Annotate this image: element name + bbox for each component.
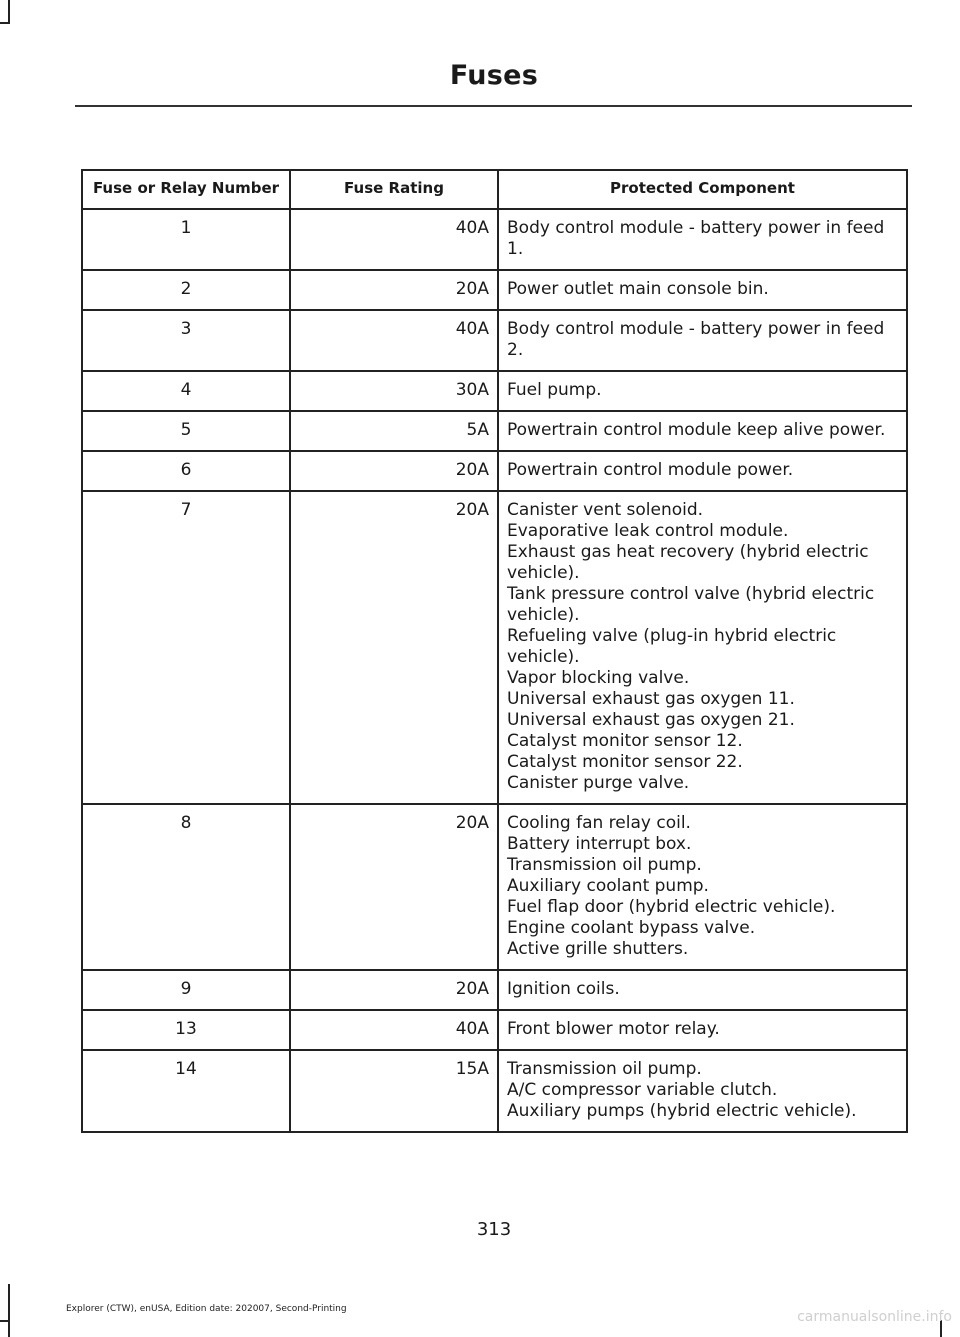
fuse-rating-cell: 40A (290, 209, 498, 270)
component-line: Fuel pump. (507, 380, 602, 400)
component-line: Body control module - battery power in feed 1. (507, 218, 885, 259)
fuse-rating-cell: 5A (290, 411, 498, 451)
fuse-rating-cell: 20A (290, 804, 498, 970)
protected-component-cell (498, 1050, 907, 1132)
table-row (82, 491, 907, 804)
component-line: Auxiliary pumps (hybrid electric vehicle). (507, 1101, 857, 1121)
fuse-number-cell: 3 (82, 310, 290, 371)
header-protected-component: Protected Component (498, 170, 907, 209)
component-line: Front blower motor relay. (507, 1019, 720, 1039)
component-line: Transmission oil pump. (507, 855, 702, 875)
table-row (82, 411, 907, 451)
title-divider (75, 105, 912, 107)
fuse-table-body (82, 209, 907, 1132)
fuse-rating-cell: 20A (290, 491, 498, 804)
component-line: Battery interrupt box. (507, 834, 692, 854)
component-line: A/C compressor variable clutch. (507, 1080, 778, 1100)
site-watermark: carmanualsonline.info (797, 1309, 952, 1325)
table-row (82, 451, 907, 491)
fuse-number-cell: 1 (82, 209, 290, 270)
fuse-number-cell: 5 (82, 411, 290, 451)
crop-mark-bottom-left-vertical (8, 1284, 10, 1337)
table-row (82, 1050, 907, 1132)
protected-component-cell (498, 270, 907, 310)
component-line: Ignition coils. (507, 979, 620, 999)
protected-component-cell (498, 310, 907, 371)
component-line: Canister purge valve. (507, 773, 690, 793)
component-line: Universal exhaust gas oxygen 21. (507, 710, 795, 730)
protected-component-cell (498, 411, 907, 451)
component-line: Fuel flap door (hybrid electric vehicle). (507, 897, 836, 917)
fuse-rating-cell: 20A (290, 270, 498, 310)
fuse-rating-cell: 30A (290, 371, 498, 411)
fuse-rating-cell: 20A (290, 970, 498, 1010)
fuse-table (81, 169, 908, 1133)
fuse-rating-cell: 20A (290, 451, 498, 491)
component-line: Transmission oil pump. (507, 1059, 702, 1079)
protected-component-cell (498, 209, 907, 270)
component-line: Active grille shutters. (507, 939, 689, 959)
protected-component-cell (498, 491, 907, 804)
component-line: Universal exhaust gas oxygen 11. (507, 689, 795, 709)
header-fuse-number: Fuse or Relay Number (82, 170, 290, 209)
protected-component-cell (498, 970, 907, 1010)
fuse-number-cell: 7 (82, 491, 290, 804)
page-title: Fuses (449, 60, 539, 91)
component-line: Auxiliary coolant pump. (507, 876, 709, 896)
component-line: Catalyst monitor sensor 22. (507, 752, 743, 772)
table-row (82, 310, 907, 371)
fuse-number-cell: 9 (82, 970, 290, 1010)
component-line: Body control module - battery power in feed 2. (507, 319, 885, 360)
page-number: 313 (476, 1219, 512, 1240)
component-line: Powertrain control module power. (507, 460, 794, 480)
fuse-number-cell: 14 (82, 1050, 290, 1132)
table-header-row (82, 170, 907, 209)
component-line: Catalyst monitor sensor 12. (507, 731, 743, 751)
table-row (82, 970, 907, 1010)
component-line: Vapor blocking valve. (507, 668, 690, 688)
fuse-number-cell: 8 (82, 804, 290, 970)
table-row (82, 371, 907, 411)
fuse-number-cell: 6 (82, 451, 290, 491)
fuse-number-cell: 4 (82, 371, 290, 411)
table-row (82, 804, 907, 970)
fuse-number-cell: 2 (82, 270, 290, 310)
header-fuse-rating: Fuse Rating (290, 170, 498, 209)
crop-mark-bottom-left-horizontal (0, 1320, 10, 1322)
edition-footer: Explorer (CTW), enUSA, Edition date: 202007, Second-Printing (66, 1304, 347, 1314)
fuse-rating-cell: 15A (290, 1050, 498, 1132)
component-line: Tank pressure control valve (hybrid electric vehicle). (507, 584, 875, 625)
table-row (82, 270, 907, 310)
component-line: Power outlet main console bin. (507, 279, 769, 299)
protected-component-cell (498, 451, 907, 491)
fuse-rating-cell: 40A (290, 310, 498, 371)
component-line: Engine coolant bypass valve. (507, 918, 756, 938)
protected-component-cell (498, 371, 907, 411)
protected-component-cell (498, 1010, 907, 1050)
crop-mark-top-left-vertical (8, 0, 10, 22)
protected-component-cell (498, 804, 907, 970)
component-line: Powertrain control module keep alive power. (507, 420, 886, 440)
component-line: Cooling fan relay coil. (507, 813, 691, 833)
component-line: Refueling valve (plug-in hybrid electric vehicle). (507, 626, 837, 667)
table-row (82, 209, 907, 270)
component-line: Canister vent solenoid. (507, 500, 704, 520)
fuse-rating-cell: 40A (290, 1010, 498, 1050)
component-line: Evaporative leak control module. (507, 521, 789, 541)
fuse-number-cell: 13 (82, 1010, 290, 1050)
table-row (82, 1010, 907, 1050)
crop-mark-top-left-horizontal (0, 22, 10, 24)
component-line: Exhaust gas heat recovery (hybrid electric vehicle). (507, 542, 869, 583)
